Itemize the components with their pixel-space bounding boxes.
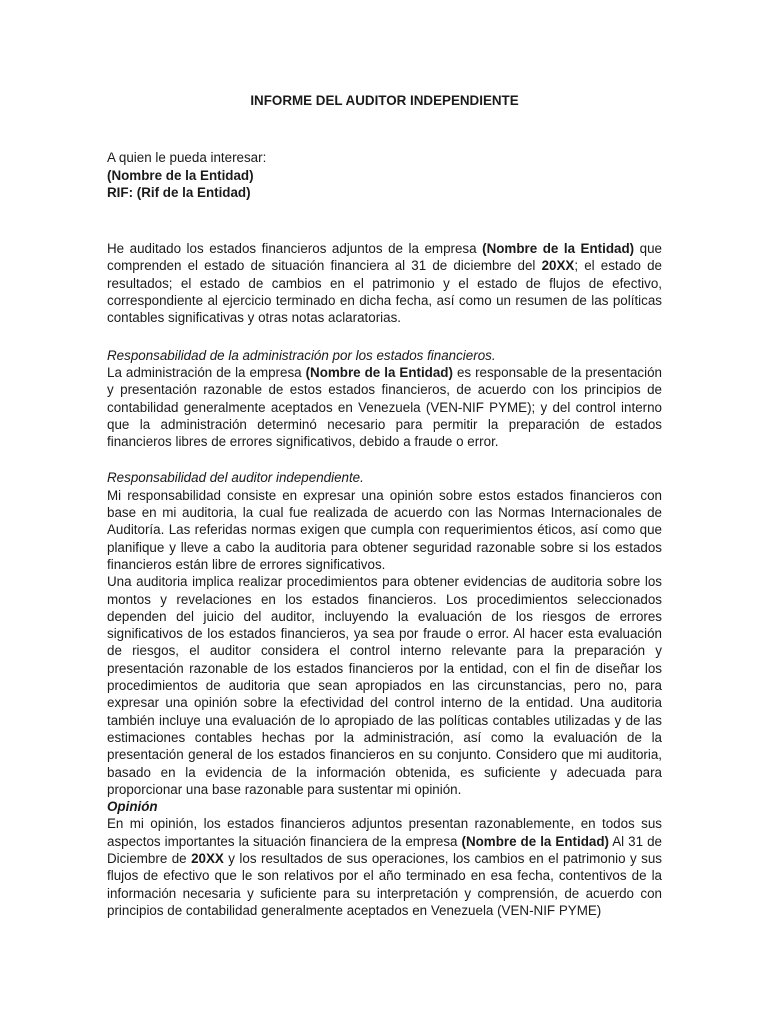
intro-text-2: que comprenden el estado de situación financiera al 31 de diciembre del: [107, 241, 662, 274]
document-title: INFORME DEL AUDITOR INDEPENDIENTE: [250, 93, 519, 108]
opinion-heading: Opinión: [107, 799, 158, 815]
intro-paragraph: [107, 240, 662, 326]
intro-text-3: ; el estado de resultados; el estado de cambios en el patrimonio y el estado de flujos de efectivo, correspondiente al ejercicio terminado en dicha fecha, así como un resumen de las políticas contables significativas y otras notas aclaratorias.: [107, 258, 662, 326]
opinion-text-2: Al 31 de Diciembre de: [107, 833, 662, 866]
auditor-section: [107, 469, 662, 798]
management-section: [107, 347, 662, 451]
opinion-section: [107, 798, 662, 919]
addressee-block: [107, 149, 662, 201]
opinion-text-1: En mi opinión, los estados financieros adjuntos presentan razonablemente, en todos sus aspectos importantes la situación financiera de la empresa: [107, 816, 662, 849]
management-heading: Responsabilidad de la administración por los estados financieros.: [107, 347, 496, 363]
management-text-1: La administración de la empresa: [107, 364, 306, 380]
auditor-heading: Responsabilidad del auditor independiente.: [107, 470, 364, 486]
addressee-entity-name: (Nombre de la Entidad): [107, 167, 254, 183]
opinion-paragraph: [107, 815, 662, 919]
management-paragraph: [107, 364, 662, 450]
opinion-year: 20XX: [191, 850, 224, 866]
addressee-rif: RIF: (Rif de la Entidad): [107, 184, 251, 200]
auditor-paragraph-2: Una auditoria implica realizar procedimientos para obtener evidencias de auditoria sobre los montos y revelaciones en los estados financieros. Los procedimientos seleccionados dependen del juicio del auditor, incluyendo la evaluación de los riesgos de errores significativos de los estados financieros, ya sea por fraude o error. Al hacer esta evaluación de riesgos, el auditor considera el control interno relevante para la preparación y presentación razonable de los estados financieros por la entidad, con el fin de diseñar los procedimientos de auditoria que sean apropiados en las circunstancias, pero no, para expresar una opinión sobre la efectividad del control interno de la entidad. Una auditoria también incluye una evaluación de lo apropiado de las políticas contables utilizadas y de las estimaciones contables hechas por la administración, así como la evaluación de la presentación general de los estados financieros en su conjunto. Considero que mi auditoria, basado en la evidencia de la información obtenida, es suficiente y adecuada para proporcionar una base razonable para sustentar mi opinión.: [107, 574, 662, 797]
management-text-2: es responsable de la presentación y presentación razonable de estos estados financieros, de acuerdo con los principios de contabilidad generalmente aceptados en Venezuela (VEN-NIF PYME); y del control interno que la administración determinó necesario para permitir la preparación de estados financieros libres de errores significativos, debido a fraude o error.: [107, 364, 662, 450]
opinion-text-3: y los resultados de sus operaciones, los cambios en el patrimonio y sus flujos de efectivo que le son relativos por el año terminado en esa fecha, contentivos de la información necesaria y suficiente para su interpretación y comprensión, de acuerdo con principios de contabilidad generalmente aceptados en Venezuela (VEN-NIF PYME): [107, 850, 662, 918]
intro-year: 20XX: [541, 258, 575, 274]
addressee-greeting: A quien le pueda interesar:: [107, 150, 267, 166]
intro-entity: (Nombre de la Entidad): [482, 241, 635, 257]
opinion-entity: (Nombre de la Entidad): [461, 833, 609, 849]
auditor-paragraph-1: Mi responsabilidad consiste en expresar una opinión sobre estos estados financieros con base en mi auditoria, la cual fue realizada de acuerdo con las Normas Internacionales de Auditoría. Las referidas normas exigen que cumpla con requerimientos éticos, así como que planifique y lleve a cabo la auditoria para obtener seguridad razonable sobre si los estados financieros están libre de errores significativos.: [107, 487, 662, 572]
intro-text-1: He auditado los estados financieros adjuntos de la empresa: [107, 241, 483, 257]
management-entity: (Nombre de la Entidad): [305, 364, 453, 380]
